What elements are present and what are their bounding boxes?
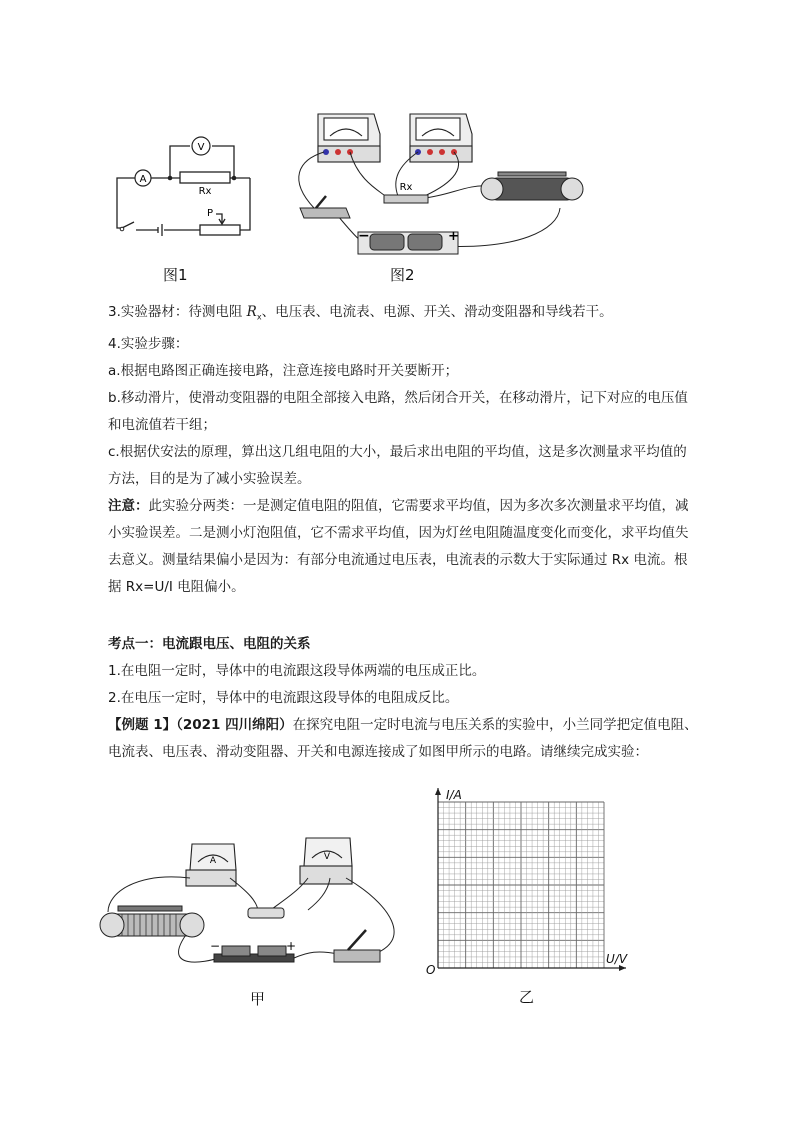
y-axis-label: I/A [446,788,462,802]
example-text1: 在探究电阻一定时电流与电压关系的实验中，小兰同学把定值电阻、 [292,717,698,733]
fig2-resistor-label: Rx [399,182,413,193]
apparatus-figure-jia [98,832,418,982]
note-label: 注意： [108,498,149,514]
point-1: 1.在电阻一定时，导体中的电流跟这段导体两端的电压成正比。 [108,663,486,679]
figure-yi-caption: 乙 [519,988,535,1006]
equipment-prefix: 3.实验器材：待测电阻 [108,304,247,320]
slider-label: P [206,208,214,219]
figure-1-caption: 图1 [163,266,188,284]
section-title: 考点一：电流跟电压、电阻的关系 [108,636,311,652]
note-text1: 此实验分两类：一是测定值电阻的阻值，它需要求平均值，因为多次多次测量求平均值，减 [148,498,689,514]
resistor-label: Rx [198,186,212,197]
note-line3: 去意义。测量结果偏小是因为：有部分电流通过电压表，电流表的示数大于实际通过 Rx 电流。根 [108,552,688,568]
step-b-line1: b.移动滑片，使滑动变阻器的电阻全部接入电路，然后闭合开关，在移动滑片，记下对应的电压值 [108,390,688,406]
example-line2: 电流表、电压表、滑动变阻器、开关和电源连接成了如图甲所示的电路。请继续完成实验： [108,744,648,760]
origin-label: O [426,963,436,977]
rx-subscript: x [256,312,262,322]
equipment-line [108,302,708,328]
svg-text:V: V [323,852,331,862]
rx-symbol: R [246,304,257,320]
equipment-suffix: 、电压表、电流表、电源、开关、滑动变阻器和导线若干。 [261,304,613,320]
example-line1 [108,715,708,735]
note-line1 [108,496,708,516]
y-axis-arrow [435,788,441,795]
svg-text:+: + [448,229,459,244]
note-line2: 小实验误差。二是测小灯泡阻值，它不需求平均值，因为灯丝电阻随温度变化而变化，求平均值失 [108,525,689,541]
note-line4: 据 Rx=U/I 电阻偏小。 [108,579,245,595]
voltmeter-label: V [197,142,205,153]
apparatus-photo-fig2 [288,100,608,260]
figure-2-caption: 图2 [390,266,415,284]
x-axis-label: U/V [606,952,628,966]
grid-figure-yi [420,770,635,982]
point-2: 2.在电压一定时，导体中的电流跟这段导体的电阻成反比。 [108,690,459,706]
step-a: a.根据电路图正确连接电路，注意连接电路时开关要断开； [108,363,459,379]
figure-jia-caption: 甲 [250,990,266,1008]
ammeter-label: A [139,174,147,185]
step-c-line1: c.根据伏安法的原理，算出这几组电阻的大小，最后求出电阻的平均值，这是多次测量求平均值的 [108,444,687,460]
svg-text:+: + [286,939,297,953]
step-c-line2: 方法，目的是为了减小实验误差。 [108,471,311,487]
steps-title: 4.实验步骤： [108,336,189,352]
svg-text:−: − [210,939,221,953]
svg-text:−: − [358,228,370,244]
circuit-diagram-fig1 [112,128,262,243]
example-label: 【例题 1】（2021 四川绵阳） [108,717,293,733]
step-b-line2: 和电流值若干组； [108,417,216,433]
svg-text:A: A [209,856,217,866]
